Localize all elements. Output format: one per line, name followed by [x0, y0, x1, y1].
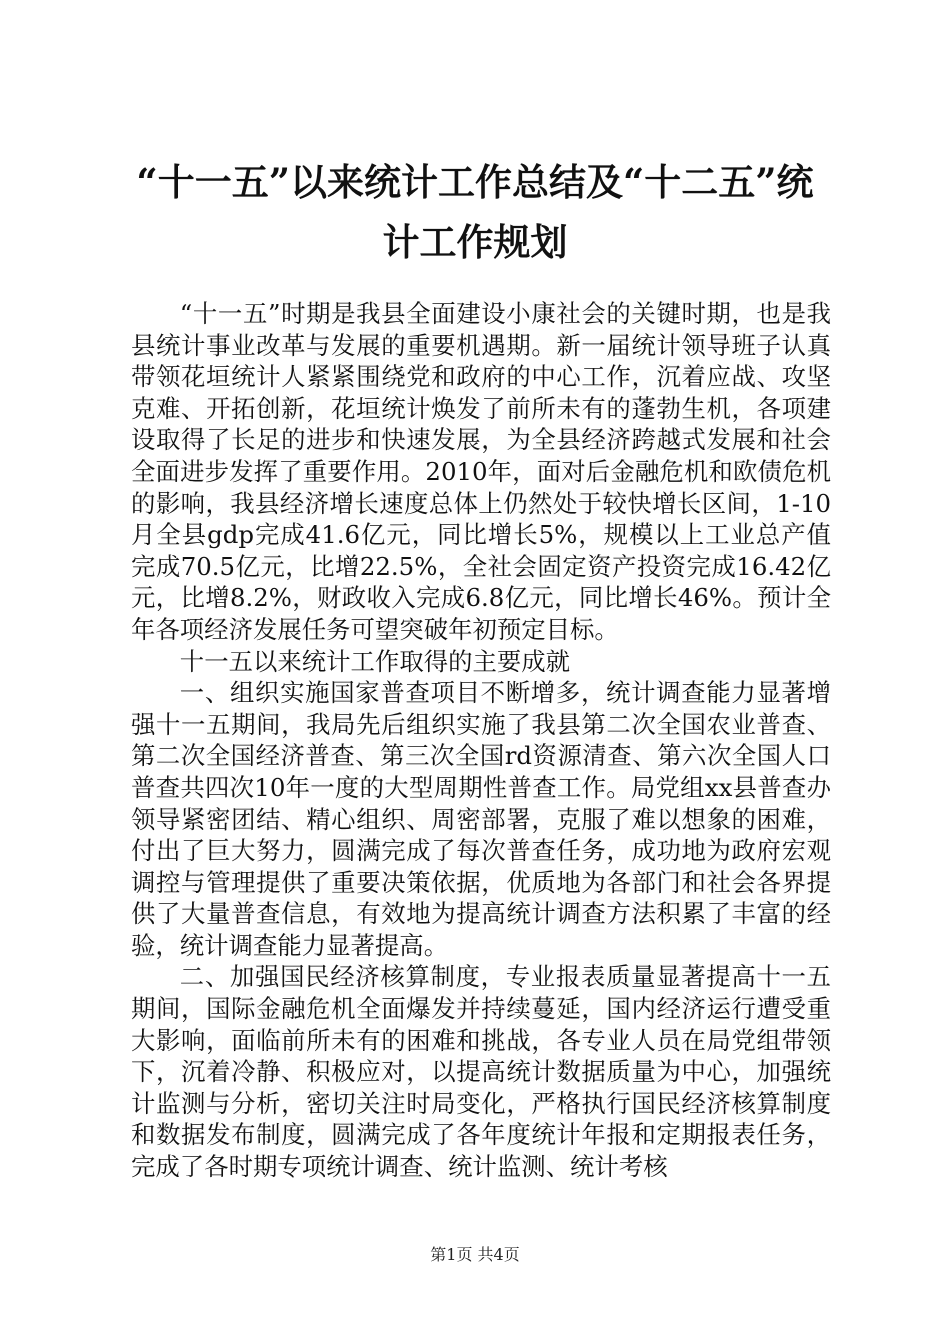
achievement-paragraph-2: 二、加强国民经济核算制度，专业报表质量显著提高十一五期间，国际金融危机全面爆发并持续蔓延，国内经济运行遭受重大影响，面临前所未有的困难和挑战，各专业人员在局党组带领下，沉着冷静、积极应对，以提高统计数据质量为中心，加强统计监测与分析，密切关注时局变化，严格执行国民经济核算制度和数据发布制度，圆满完成了各年度统计年报和定期报表任务，完成了各时期专项统计调查、统计监测、统计考核	[131, 962, 831, 1182]
document-body	[131, 298, 831, 1183]
document-title-line-2: 计工作规划	[382, 220, 568, 264]
section-heading: 十一五以来统计工作取得的主要成就	[179, 646, 571, 676]
document-title-line-1: “十一五”以来统计工作总结及“十二五”统	[136, 160, 814, 204]
achievement-paragraph-1: 一、组织实施国家普查项目不断增多，统计调查能力显著增强十一五期间，我局先后组织实施了我县第二次全国农业普查、第二次全国经济普查、第三次全国rd资源清查、第六次全国人口普查共四次10年一度的大型周期性普查工作。局党组xx县普查办领导紧密团结、精心组织、周密部署，克服了难以想象的困难，付出了巨大努力，圆满完成了每次普查任务，成功地为政府宏观调控与管理提供了重要决策依据，优质地为各部门和社会各界提供了大量普查信息，有效地为提高统计调查方法积累了丰富的经验，统计调查能力显著提高。	[131, 678, 831, 960]
intro-paragraph: “十一五”时期是我县全面建设小康社会的关键时期，也是我县统计事业改革与发展的重要机遇期。新一届统计领导班子认真带领花垣统计人紧紧围绕党和政府的中心工作，沉着应战、攻坚克难、开拓创新，花垣统计焕发了前所未有的蓬勃生机，各项建设取得了长足的进步和快速发展，为全县经济跨越式发展和社会全面进步发挥了重要作用。2010年，面对后金融危机和欧债危机的影响，我县经济增长速度总体上仍然处于较快增长区间，1-10月全县gdp完成41.6亿元，同比增长5%，规模以上工业总产值完成70.5亿元，比增22.5%，全社会固定资产投资完成16.42亿元，比增8.2%，财政收入完成6.8亿元，同比增长46%。预计全年各项经济发展任务可望突破年初预定目标。	[131, 299, 831, 644]
page-footer: 第1页 共4页	[430, 1245, 520, 1264]
